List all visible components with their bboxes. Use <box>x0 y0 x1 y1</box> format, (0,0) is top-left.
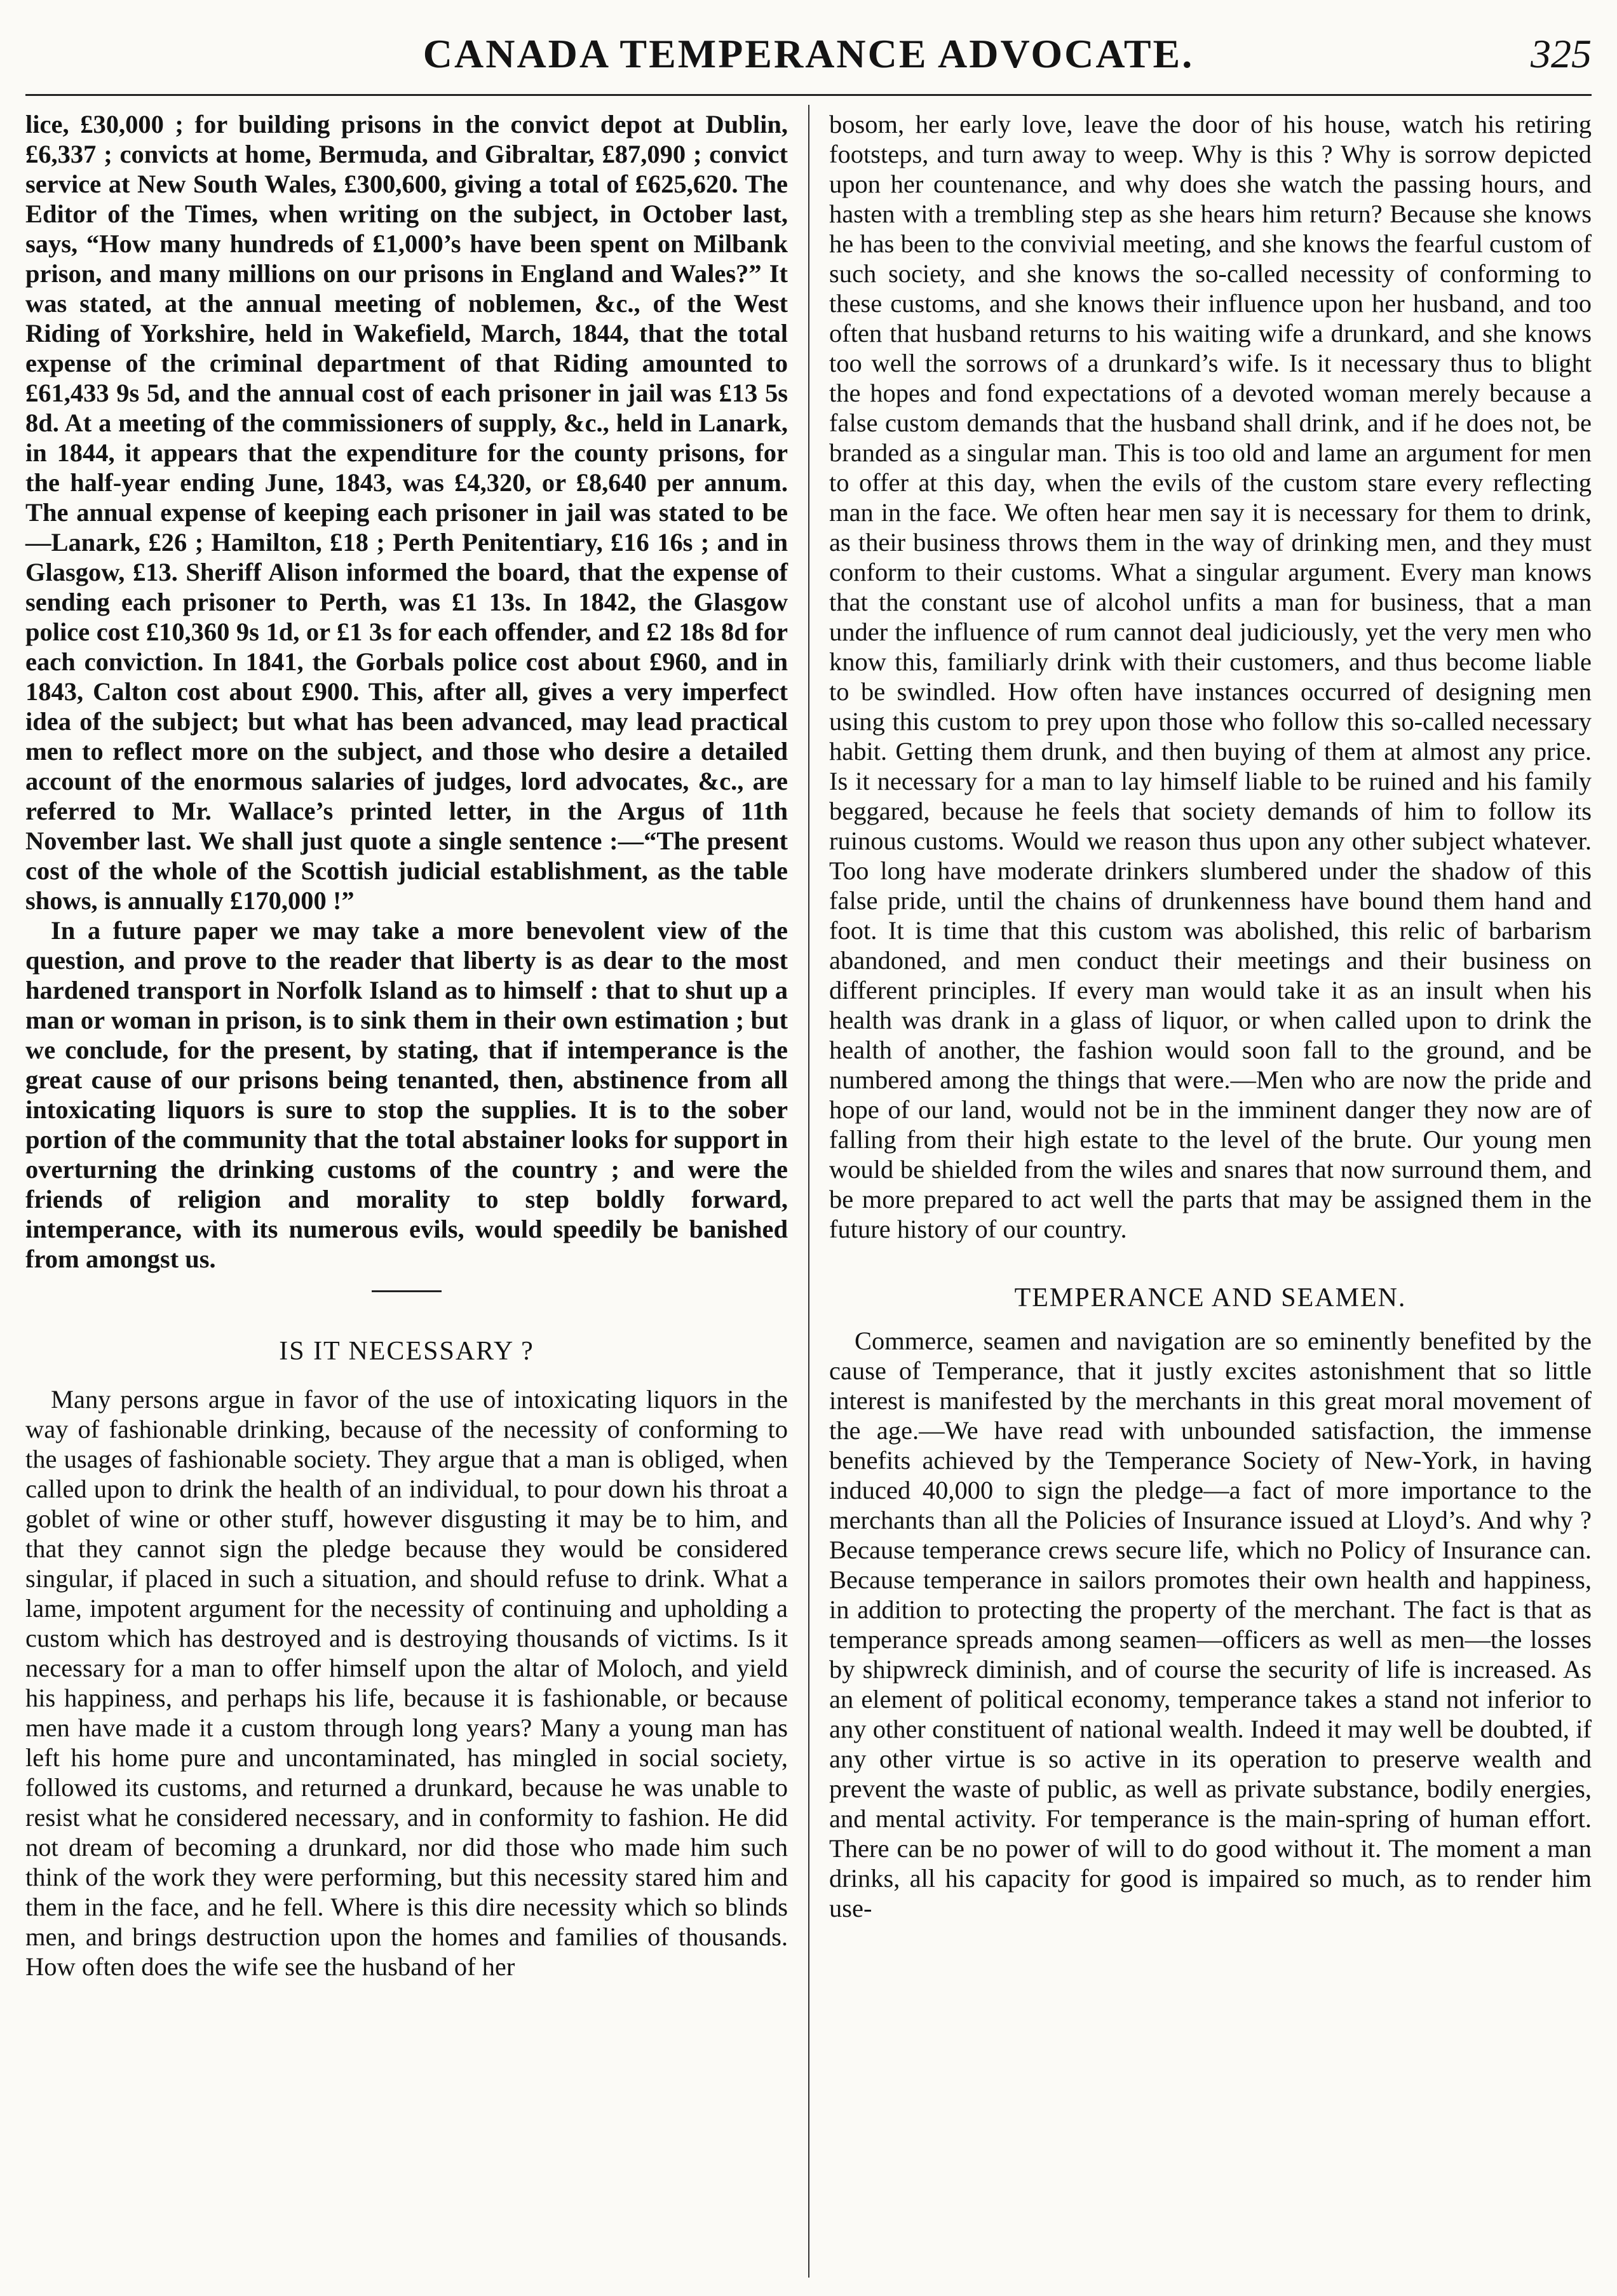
article-body-continuation: bosom, her early love, leave the door of his house, watch his retiring footsteps, and turn away to weep. Why is this ? Why is sorrow depicted upon her countenance, and why does she watch the passing hours, and hasten with a trembling step as she hears him return? Because she knows he has been to the convivial meeting, and she knows the fearful custom of such society, and she knows the so-called necessity of conforming to these customs, and she knows their influence upon her husband, and too often that husband returns to his waiting wife a drunkard, and she knows too well the sorrows of a drunkard’s wife. Is it necessary thus to blight the hopes and fond expectations of a devoted woman merely because a false custom demands that the husband shall drink, and if he does not, be branded as a singular man. This is too old and lame an argument for men to offer at this day, when the evils of the custom stare every reflecting man in the face. We often hear men say it is necessary for them to drink, as their business throws them in the way of drinking men, and they must conform to their customs. What a singular argument. Every man knows that the constant use of alcohol unfits a man for business, that a man under the influence of rum cannot deal judiciously, yet the very men who know this, familiarly drink with their customers, and thus become liable to be swindled. How often have instances occurred of designing men using this custom to prey upon those who follow this so-called necessary habit. Getting them drunk, and then buying of them at almost any price. Is it necessary for a man to lay himself liable to be ruined and his family beggared, because he feels that society demands of him to follow its ruinous customs. Would we reason thus upon any other subject whatever. Too long have moderate drinkers slumbered under the shadow of this false pride, until the chains of drunkenness have bound them hand and foot. It is time that this custom was abolished, this relic of barbarism abandoned, and men conduct their meetings and their business on different principles. If every man would take it as an insult when his health was drank in a glass of liquor, or when called upon to drink the health of another, the fashion would soon fall to the ground, and be numbered among the things that were.—Men who are now the pride and hope of our land, would not be in the imminent danger they now are of falling from their high estate to the level of the brute. Our young men would be shielded from the wiles and snares that now surround them, and be more prepared to act well the parts that may be assigned them in the future history of our country. <box>829 110 1592 1243</box>
right-column <box>829 109 1592 2276</box>
article-continuation-paragraph: lice, £30,000 ; for building prisons in the convict depot at Dublin, £6,337 ; convicts at home, Bermuda, and Gibraltar, £87,090 ; convict service at New South Wales, £300,600, giving a total of £625,620. The Editor of the Times, when writing on the subject, in October last, says, “How many hundreds of £1,000’s have been spent on Milbank prison, and many millions on our prisons in England and Wales?” It was stated, at the annual meeting of noblemen, &c., of the West Riding of Yorkshire, held in Wakefield, March, 1844, that the total expense of the criminal department of that Riding amounted to £61,433 9s 5d, and the annual cost of each prisoner in jail was £13 5s 8d. At a meeting of the commissioners of supply, &c., held in Lanark, in 1844, it appears that the expenditure for the county prisons, for the half-year ending June, 1843, was £4,320, or £8,640 per annum. The annual expense of keeping each prisoner in jail was stated to be—Lanark, £26 ; Hamilton, £18 ; Perth Penitentiary, £16 16s ; and in Glasgow, £13. Sheriff Alison informed the board, that the expense of sending each prisoner to Perth, was £1 13s. In 1842, the Glasgow police cost £10,360 9s 1d, or £1 3s for each offender, and £2 18s 8d for each conviction. In 1841, the Gorbals police cost about £960, and in 1843, Calton cost about £900. This, after all, gives a very imperfect idea of the subject; but what has been advanced, may lead practical men to reflect more on the subject, and those who desire a detailed account of the enormous salaries of judges, lord advocates, &c., are referred to Mr. Wallace’s printed letter, in the Argus of 11th November last. We shall just quote a single sentence :—“The present cost of the whole of the Scottish judicial establishment, as the table shows, is annually £170,000 !” <box>25 110 788 915</box>
article-body-paragraph: Many persons argue in favor of the use of intoxicating liquors in the way of fashionable drinking, because of the necessity of conforming to the usages of fashionable society. They argue that a man is obliged, when called upon to drink the health of an individual, to pour down his throat a goblet of wine or other stuff, however disgusting it may be to him, and that they cannot sign the pledge because they would be considered singular, if placed in such a situation, and should refuse to drink. What a lame, impotent argument for the necessity of continuing and upholding a custom which has destroyed and is destroying thousands of victims. Is it necessary for a man to offer himself upon the altar of Moloch, and yield his happiness, and perhaps his life, because it is fashionable, or because men have made it a custom through long years? Many a young man has left his home pure and uncontaminated, has mingled in social society, followed its customs, and returned a drunkard, because he was unable to resist what he considered necessary, and in conformity to fashion. He did not dream of becoming a drunkard, nor did those who made him such think of the work they were performing, but this necessity stared him and them in the face, and he fell. Where is this dire necessity which so blinds men, and brings destruction upon the homes and families of thousands. How often does the wife see the husband of her <box>25 1385 788 1981</box>
article-body-paragraph-seamen: Commerce, seamen and navigation are so eminently benefited by the cause of Temperance, that it justly excites astonishment that so little interest is manifested by the merchants in this great moral movement of the age.—We have read with unbounded satisfaction, the immense benefits achieved by the Temperance Society of New-York, in having induced 40,000 to sign the pledge—a fact of more importance to the merchants than all the Policies of Insurance issued at Lloyd’s. And why ? Because temperance crews secure life, which no Policy of Insurance can. Because temperance in sailors promotes their own health and happiness, in addition to protecting the property of the merchant. The fact is that as temperance spreads among seamen—officers as well as men—the losses by shipwreck diminish, and of course the security of life is increased. As an element of political economy, temperance takes a stand not inferior to any other constituent of national wealth. Indeed it may well be doubted, if any other virtue is so active in its operation to preserve wealth and prevent the waste of public, as well as private substance, bodily energies, and mental activity. For temperance is the main-spring of human effort. There can be no power of will to do good without it. The moment a man drinks, all his capacity for good is impaired so much, as to render him use- <box>829 1327 1592 1922</box>
page-number: 325 <box>1531 31 1592 76</box>
column-divider <box>808 105 809 2278</box>
page-header <box>25 24 1592 96</box>
article-conclusion-paragraph: In a future paper we may take a more benevolent view of the question, and prove to the reader that liberty is as dear to the most hardened transport in Norfolk Island as to himself : that to shut up a man or woman in prison, is to sink them in their own estimation ; but we conclude, for the present, by stating, that if intemperance is the great cause of our prisons being tenanted, then, abstinence from all intoxicating liquors is sure to stop the supplies. It is to the sober portion of the community that the total abstainer looks for support in overturning the drinking customs of the country ; and were the friends of religion and morality to step boldly forward, intemperance, with its numerous evils, would speedily be banished from amongst us. <box>25 916 788 1273</box>
publication-title: CANADA TEMPERANCE ADVOCATE. <box>423 31 1194 76</box>
section-separator <box>372 1290 442 1292</box>
article-heading-temperance-and-seamen: TEMPERANCE AND SEAMEN. <box>1014 1283 1407 1313</box>
article-heading-is-it-necessary: IS IT NECESSARY ? <box>279 1337 534 1366</box>
left-column <box>25 109 788 2276</box>
